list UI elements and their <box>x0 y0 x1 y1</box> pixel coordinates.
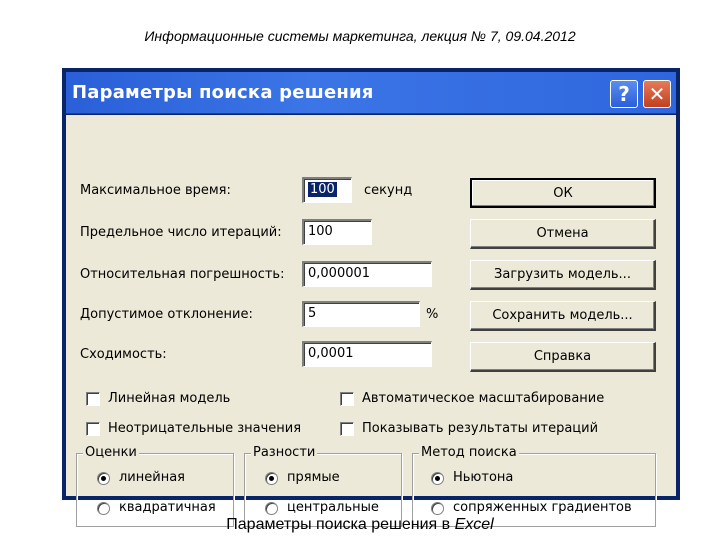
search-newton-radio[interactable] <box>431 472 444 485</box>
convergence-input[interactable]: 0,0001 <box>302 341 432 367</box>
derivatives-group-title: Разности <box>253 445 316 460</box>
dialog-title: Параметры поиска решения <box>72 82 374 103</box>
derivatives-forward-radio[interactable] <box>265 472 278 485</box>
caption-app-name: Excel <box>454 516 494 533</box>
precision-input[interactable]: 0,000001 <box>302 261 432 287</box>
estimates-linear-label[interactable]: линейная <box>119 470 185 485</box>
cancel-button[interactable]: Отмена <box>470 219 656 249</box>
max-time-value: 100 <box>310 182 335 197</box>
close-icon[interactable]: ✕ <box>643 80 671 108</box>
derivatives-central-radio[interactable] <box>265 502 278 515</box>
iterations-label: Предельное число итераций: <box>80 225 282 240</box>
ok-button[interactable]: ОК <box>470 178 656 208</box>
help-icon[interactable]: ? <box>610 80 638 108</box>
search-method-group-title: Метод поиска <box>421 445 517 460</box>
caption-text: Параметры поиска решения в <box>226 516 455 533</box>
linear-model-checkbox[interactable] <box>86 392 100 406</box>
iterations-input[interactable]: 100 <box>302 219 372 245</box>
max-time-input[interactable] <box>302 177 352 203</box>
max-time-unit: секунд <box>364 183 413 198</box>
linear-model-label[interactable]: Линейная модель <box>108 391 231 406</box>
estimates-quadratic-label[interactable]: квадратичная <box>119 500 216 515</box>
auto-scale-label[interactable]: Автоматическое масштабирование <box>362 391 605 406</box>
estimates-group-title: Оценки <box>85 445 137 460</box>
help-button[interactable]: Справка <box>470 342 656 372</box>
estimates-quadratic-radio[interactable] <box>97 502 110 515</box>
search-conjugate-label[interactable]: сопряженных градиентов <box>453 500 632 515</box>
slide-caption <box>0 516 720 534</box>
load-model-button[interactable]: Загрузить модель... <box>470 260 656 290</box>
tolerance-input[interactable]: 5 <box>302 301 420 327</box>
title-bar[interactable] <box>66 72 676 114</box>
tolerance-label: Допустимое отклонение: <box>80 307 253 322</box>
save-model-button[interactable]: Сохранить модель... <box>470 301 656 331</box>
solver-options-dialog <box>62 68 680 515</box>
tolerance-unit: % <box>426 307 439 322</box>
nonnegative-checkbox[interactable] <box>86 422 100 436</box>
max-time-label: Максимальное время: <box>80 183 231 198</box>
nonnegative-label[interactable]: Неотрицательные значения <box>108 421 302 436</box>
precision-label: Относительная погрешность: <box>80 267 285 282</box>
dialog-body <box>66 115 676 515</box>
derivatives-central-label[interactable]: центральные <box>287 500 379 515</box>
slide-header: Информационные системы маркетинга, лекция № 7, 09.04.2012 <box>144 28 576 44</box>
search-newton-label[interactable]: Ньютона <box>453 470 514 485</box>
derivatives-forward-label[interactable]: прямые <box>287 470 340 485</box>
auto-scale-checkbox[interactable] <box>340 392 354 406</box>
show-iterations-label[interactable]: Показывать результаты итераций <box>362 421 599 436</box>
show-iterations-checkbox[interactable] <box>340 422 354 436</box>
estimates-linear-radio[interactable] <box>97 472 110 485</box>
search-conjugate-radio[interactable] <box>431 502 444 515</box>
convergence-label: Сходимость: <box>80 347 167 362</box>
